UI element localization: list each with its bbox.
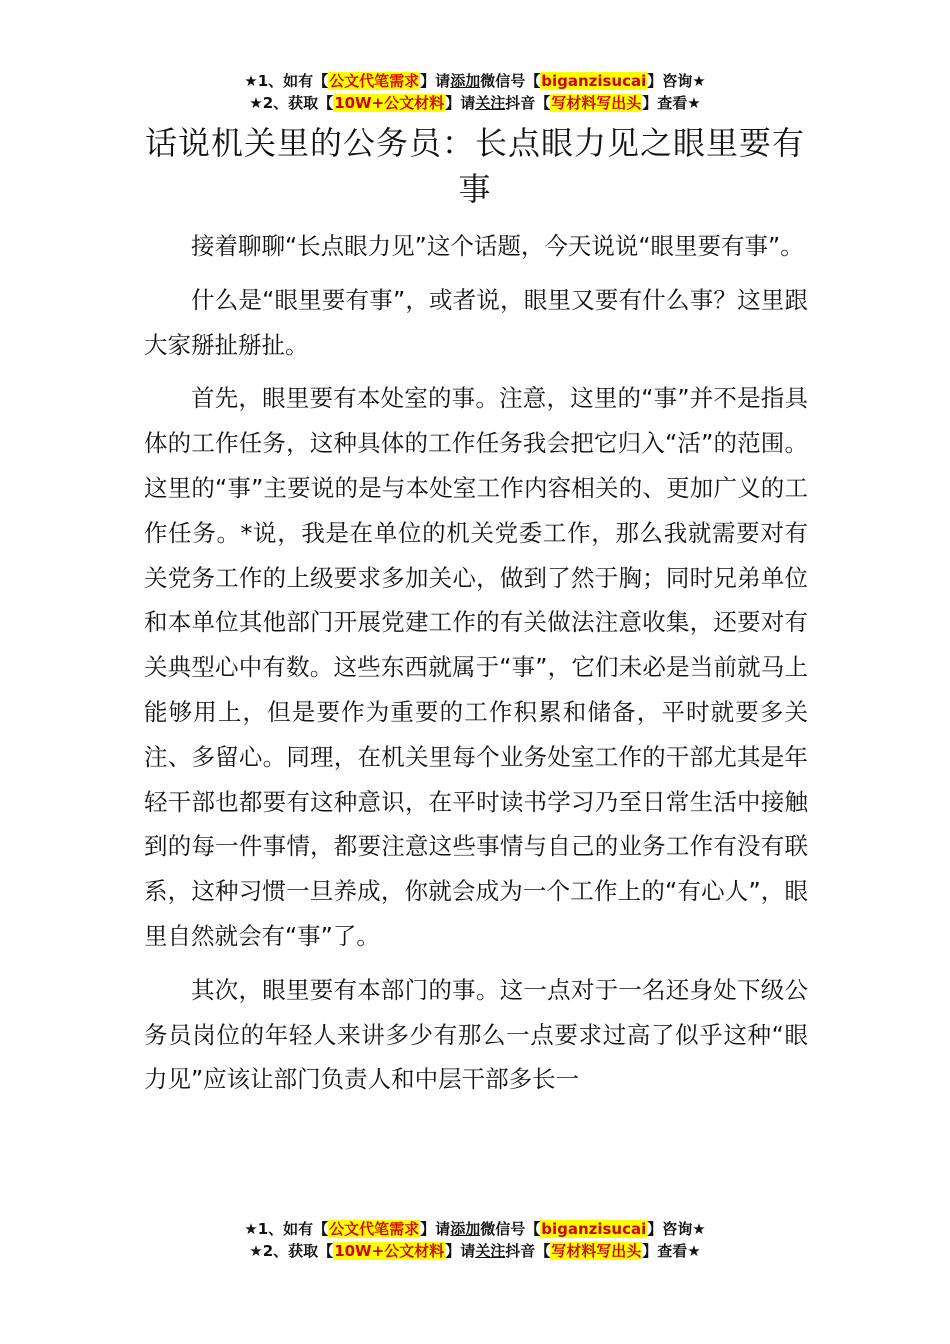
banner-highlight: 写材料写出头 <box>551 1242 642 1260</box>
document-body <box>144 224 808 1111</box>
banner-text: 】咨询★ <box>647 1220 706 1238</box>
paragraph: 首先，眼里要有本处室的事。注意，这里的“事”并不是指具体的工作任务，这种具体的工作任务我会把它归入“活”的范围。这里的“事”主要说的是与本处室工作内容相关的、更加广义的工作任务。*说，我是在单位的机关党委工作，那么我就需要对有关党务工作的上级要求多加关心，做到了然于胸；同时兄弟单位和本单位其他部门开展党建工作的有关做法注意收集，还要对有关典型心中有数。这些东西就属于“事”，它们未必是当前就马上能够用上，但是要作为重要的工作积累和储备，平时就要多关注、多留心。同理，在机关里每个业务处室工作的干部尤其是年轻干部也都要有这种意识，在平时读书学习乃至日常生活中接触到的每一件事情，都要注意这些事情与自己的业务工作有没有联系，这种习惯一旦养成，你就会成为一个工作上的“有心人”，眼里自然就会有“事”了。 <box>144 384 808 950</box>
banner-text: 】查看★ <box>642 1242 701 1260</box>
banner-highlight: 公文代笔需求 <box>329 1220 420 1238</box>
banner-highlight: 10W+公文材料 <box>334 94 445 112</box>
banner-line-2 <box>0 92 950 114</box>
banner-line-1 <box>0 70 950 92</box>
banner-text: 】请 <box>445 1242 476 1260</box>
banner-text: 】咨询★ <box>647 72 706 90</box>
banner-text: 微信号【 <box>480 72 541 90</box>
banner-underlined-text: 关注 <box>475 1242 506 1260</box>
banner-line-2 <box>0 1240 950 1262</box>
paragraph: 接着聊聊“长点眼力见”这个话题，今天说说“眼里要有事”。 <box>191 232 804 260</box>
banner-text: 抖音【 <box>505 94 551 112</box>
banner-underlined-text: 关注 <box>475 94 506 112</box>
paragraph: 什么是“眼里要有事”，或者说，眼里又要有什么事？这里跟大家掰扯掰扯。 <box>144 285 808 359</box>
banner-underlined-text: 添加 <box>450 1220 481 1238</box>
banner-highlight: biganzisucai <box>541 1220 647 1238</box>
banner-text: 】请 <box>445 94 476 112</box>
document-title: 话说机关里的公务员：长点眼力见之眼里要有事 <box>144 124 805 208</box>
banner-highlight: 公文代笔需求 <box>329 72 420 90</box>
banner-text: ★1、如有【 <box>244 72 329 90</box>
banner-text: 】请 <box>420 1220 451 1238</box>
banner-text: 】查看★ <box>642 94 701 112</box>
banner-underlined-text: 添加 <box>450 72 481 90</box>
footer-banner <box>0 1218 950 1262</box>
banner-text: ★2、获取【 <box>249 94 334 112</box>
header-banner <box>0 70 950 114</box>
banner-text: 】请 <box>420 72 451 90</box>
banner-highlight: 10W+公文材料 <box>334 1242 445 1260</box>
banner-text: ★1、如有【 <box>244 1220 329 1238</box>
banner-line-1 <box>0 1218 950 1240</box>
banner-text: ★2、获取【 <box>249 1242 334 1260</box>
paragraph: 其次，眼里要有本部门的事。这一点对于一名还身处下级公务员岗位的年轻人来讲多少有那么一点要求过高了似乎这种“眼力见”应该让部门负责人和中层干部多长一 <box>144 975 808 1094</box>
banner-highlight: 写材料写出头 <box>551 94 642 112</box>
banner-highlight: biganzisucai <box>541 72 647 90</box>
banner-text: 抖音【 <box>505 1242 551 1260</box>
banner-text: 微信号【 <box>480 1220 541 1238</box>
